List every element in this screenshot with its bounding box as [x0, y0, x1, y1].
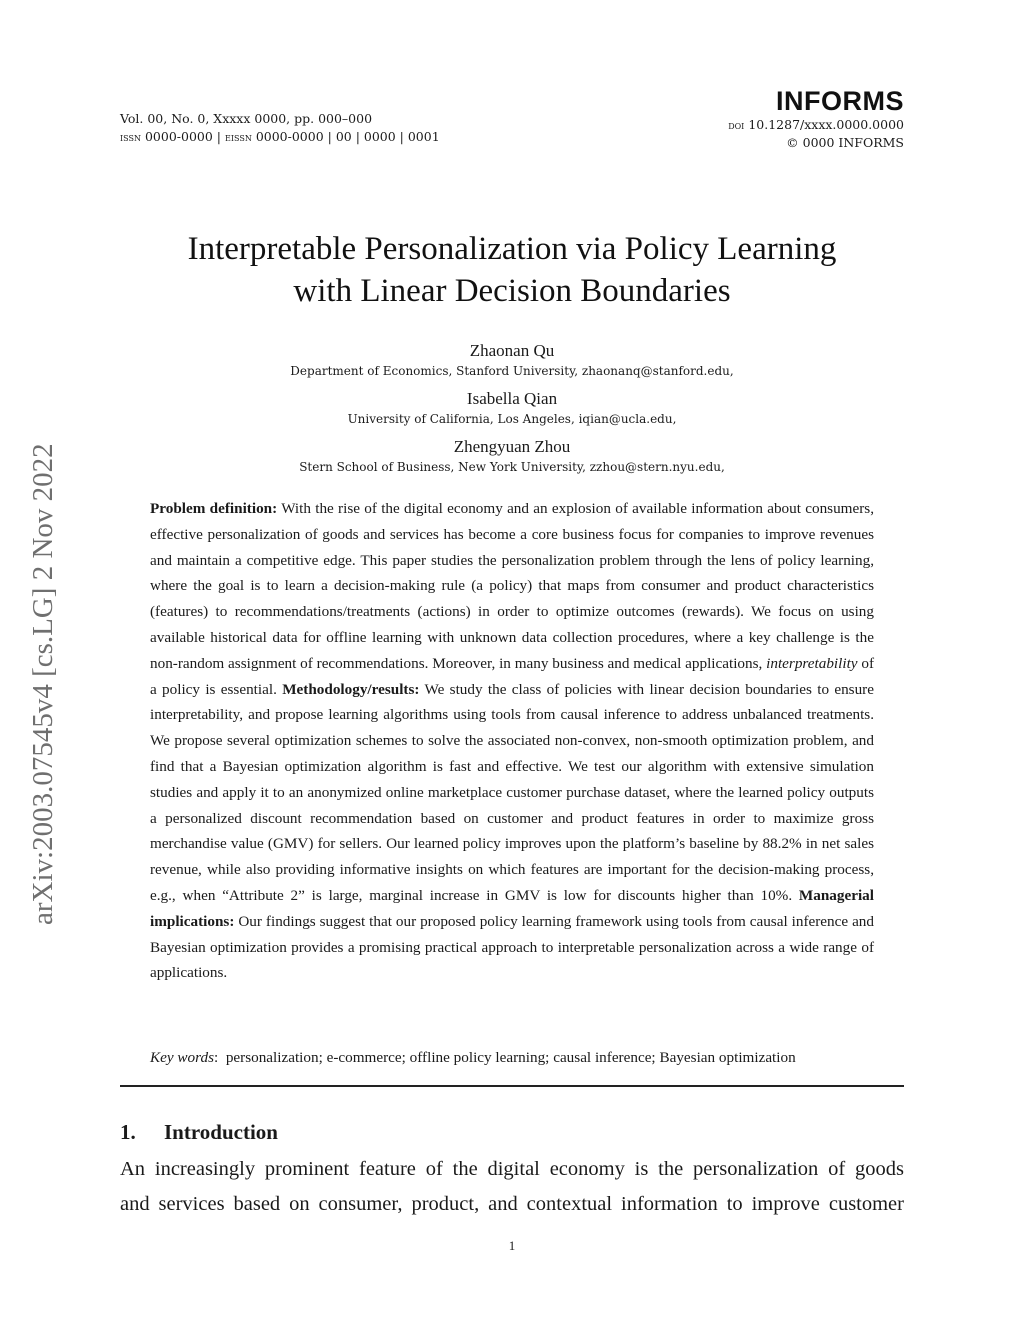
copyright-icon: ©	[786, 135, 799, 150]
section-number: 1.	[120, 1120, 136, 1144]
section-title: Introduction	[164, 1120, 278, 1144]
issn-value: 0000-0000	[144, 129, 213, 144]
page-number: 1	[508, 1238, 516, 1253]
journal-info	[120, 110, 440, 146]
intro-line: and services based on consumer, product, and contextual information to improve customer	[120, 1193, 904, 1215]
implications-label: Managerial implications:	[150, 886, 874, 930]
issn-label: issn	[120, 130, 141, 144]
eissn-value: 0000-0000 | 00 | 0000 | 0001	[255, 129, 440, 144]
doi-line	[728, 116, 904, 134]
author-affiliation: Stern School of Business, New York University, zzhou@stern.nyu.edu,	[299, 460, 725, 474]
copyright-line	[728, 134, 904, 151]
paper-title	[100, 228, 924, 312]
author-affiliation: University of California, Los Angeles, iqian@ucla.edu,	[347, 412, 677, 426]
problem-definition-text: With the rise of the digital economy and an explosion of available information about consumers, effective personalization of goods and services has become a core business focus for companies to improve revenues and maintain a competitive edge. This paper studies the personalization problem through the lens of policy learning, where the goal is to learn a decision-making rule (a policy) that maps from consumer and product characteristics (features) to recommendations/treatments (actions) in order to optimize outcomes (rewards). We focus on using available historical data for offline learning with unknown data collection procedures, where a key challenge is the non-random assignment of recommendations. Moreover, in many business and medical applications,	[150, 500, 874, 672]
arxiv-identifier: arXiv:2003.07545v4 [cs.LG] 2 Nov 2022	[27, 443, 59, 925]
volume-line: Vol. 00, No. 0, Xxxxx 0000, pp. 000–000	[120, 111, 373, 126]
eissn-label: eissn	[225, 130, 252, 144]
doi-value: 10.1287/xxxx.0000.0000	[748, 117, 904, 132]
title-line-1: Interpretable Personalization via Policy Learning	[187, 231, 837, 267]
author-list	[200, 332, 824, 476]
emphasis-interpretability: interpretability	[766, 654, 858, 672]
methodology-text: We study the class of policies with linear decision boundaries to ensure interpretability, and propose learning algorithms using tools from causal inference to address unbalanced treatments. We propose several optimization schemes to solve the associated non-convex, non-smooth optimization problem, and find that a Bayesian optimization algorithm is fast and effective. We test our algorithm with extensive simulation studies and apply it to an anonymized online marketplace customer purchase dataset, where the learned policy outputs a personalized discount recommendation based on customer and product features in order to maximize gross merchandise value (GMV) for sellers. Our learned policy improves upon the platform’s baseline by 88.2% in net sales revenue, while also providing informative insights on which features are important for the decision-making process, e.g., when “Attribute 2” is large, marginal increase in GMV is low for discounts higher than 10%.	[150, 680, 874, 904]
doi-label: doi	[728, 118, 745, 132]
keywords-label: Key words	[150, 1049, 214, 1066]
abstract	[150, 496, 874, 986]
keywords-text: personalization; e-commerce; offline policy learning; causal inference; Bayesian optimization	[225, 1049, 796, 1066]
publisher-info	[728, 86, 904, 151]
issn-line: issn 0000-0000 | eissn 0000-0000 | 00 | 0000 | 0001	[120, 129, 440, 144]
keywords-colon: :	[213, 1049, 219, 1066]
author-name: Zhengyuan Zhou	[453, 437, 571, 456]
informs-logo: INFORMS	[776, 86, 904, 116]
copyright-text: 0000 INFORMS	[802, 135, 904, 150]
author-affiliation: Department of Economics, Stanford University, zhaonanq@stanford.edu,	[290, 364, 734, 378]
intro-paragraph	[120, 1152, 904, 1222]
methodology-label: Methodology/results:	[282, 680, 420, 698]
keywords	[150, 1047, 874, 1069]
implications-text: Our findings suggest that our proposed policy learning framework using tools from causal inference and Bayesian optimization provides a promising practical approach to interpretable personalization across a wide range of applications.	[150, 912, 874, 982]
title-line-2: with Linear Decision Boundaries	[293, 273, 731, 309]
problem-definition-label: Problem definition:	[150, 500, 278, 517]
problem-definition-text-end: of a policy is essential.	[150, 654, 875, 698]
intro-line: An increasingly prominent feature of the digital economy is the personalization of goods	[120, 1158, 904, 1180]
author-name: Zhaonan Qu	[469, 341, 555, 360]
section-heading	[120, 1118, 278, 1146]
section-divider	[120, 1085, 904, 1087]
author-name: Isabella Qian	[466, 389, 558, 408]
